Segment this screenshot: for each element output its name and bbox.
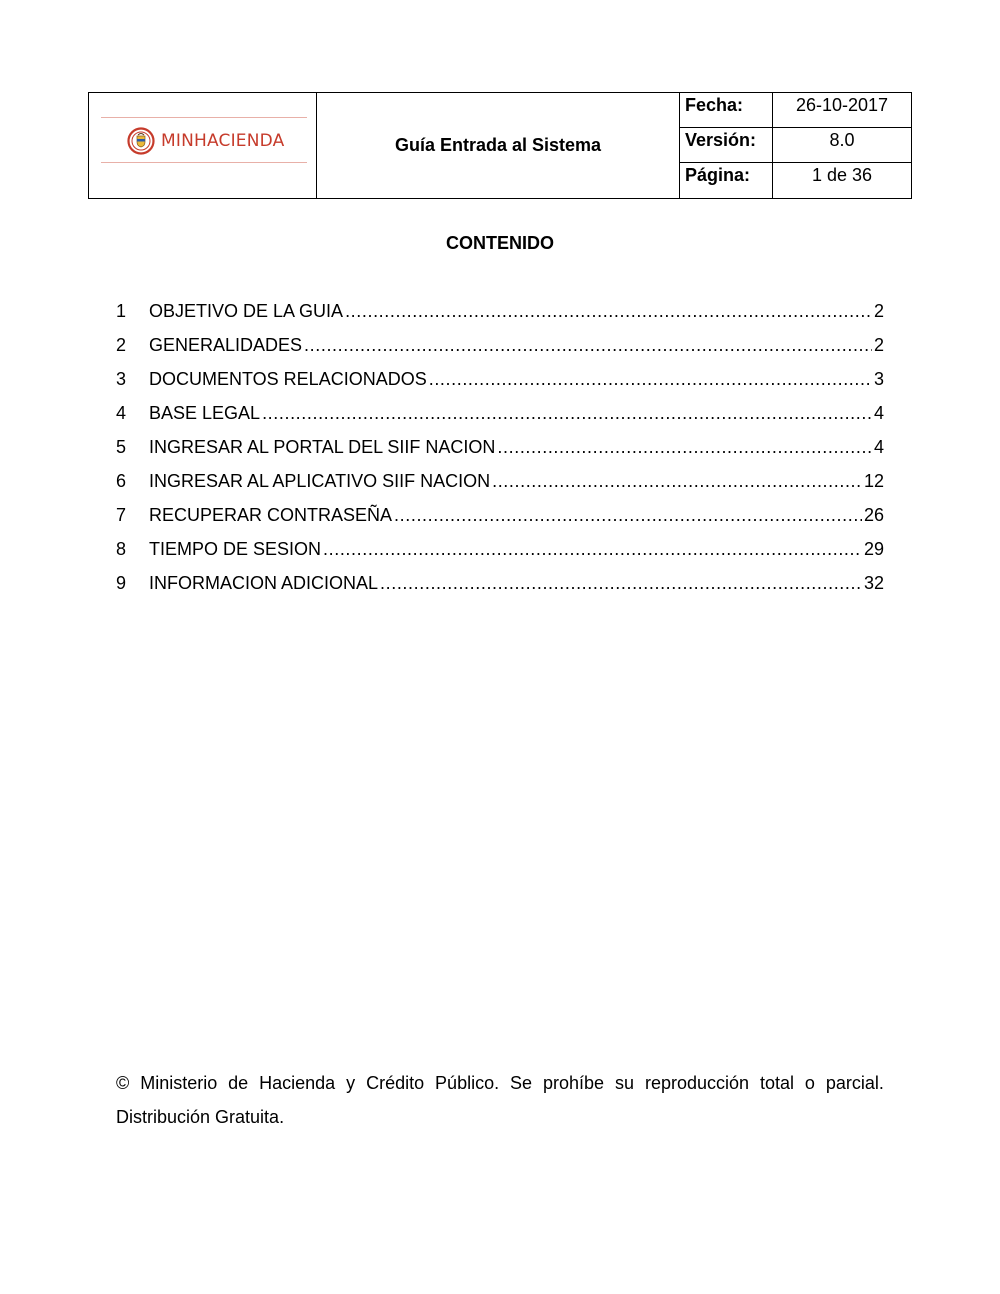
toc-entry[interactable] [116,572,884,606]
meta-value: 8.0 [829,130,855,150]
toc-page: 32 [863,573,884,593]
meta-value: 26-10-2017 [795,95,889,115]
toc-number: 7 [116,505,127,525]
copyright-word: © [116,1073,130,1093]
copyright-word: y [346,1073,356,1093]
meta-value: 1 de 36 [811,165,873,185]
toc-number: 4 [116,403,127,423]
meta-label: Fecha: [680,93,773,127]
toc-leader [429,368,872,390]
document-title: Guía Entrada al Sistema [317,93,680,198]
logo-cell [89,93,317,198]
toc-entry[interactable] [116,538,884,572]
toc-number: 2 [116,335,127,355]
copyright-word: prohíbe [543,1073,605,1093]
toc-page: 29 [863,539,884,559]
toc-page: 26 [863,505,884,525]
logo-wordmark: MINHACIENDA [161,131,285,151]
copyright-word: Se [510,1073,533,1093]
toc-number: 3 [116,369,127,389]
table-of-contents [116,300,884,606]
toc-label: INGRESAR AL PORTAL DEL SIIF NACION [149,437,496,457]
coat-of-arms-icon [127,127,155,155]
toc-label: INFORMACION ADICIONAL [149,573,379,593]
toc-leader [345,300,872,322]
toc-number: 9 [116,573,127,593]
meta-row-version [680,128,911,163]
toc-entry[interactable] [116,300,884,334]
toc-page: 4 [873,437,884,457]
toc-entry[interactable] [116,368,884,402]
toc-label: RECUPERAR CONTRASEÑA [149,505,393,525]
minhacienda-logo [127,127,284,155]
copyright-word: parcial. [825,1073,884,1093]
toc-leader [394,504,862,526]
copyright-word: o [804,1073,815,1093]
toc-entry[interactable] [116,504,884,538]
toc-leader [497,436,872,458]
meta-row-page [680,163,911,198]
toc-page: 4 [873,403,884,423]
document-meta [680,93,911,198]
toc-label: TIEMPO DE SESION [149,539,322,559]
copyright-line [116,1066,884,1100]
toc-number: 1 [116,301,127,321]
contents-heading: CONTENIDO [446,233,554,253]
toc-leader [492,470,862,492]
copyright-notice [116,1066,884,1134]
toc-entry[interactable] [116,402,884,436]
toc-entry[interactable] [116,436,884,470]
toc-entry[interactable] [116,334,884,368]
toc-page: 3 [873,369,884,389]
toc-page: 12 [863,471,884,491]
meta-label: Versión: [680,128,773,162]
toc-leader [380,572,862,594]
toc-number: 8 [116,539,127,559]
logo-divider-bottom [101,162,307,163]
toc-label: GENERALIDADES [149,335,303,355]
meta-row-date [680,93,911,128]
copyright-word: Ministerio [140,1073,218,1093]
toc-leader [262,402,872,424]
toc-label: BASE LEGAL [149,403,261,423]
copyright-word: Público. [435,1073,500,1093]
toc-leader [323,538,862,560]
copyright-word: Hacienda [259,1073,336,1093]
toc-leader [304,334,872,356]
toc-page: 2 [873,301,884,321]
meta-label: Página: [680,163,773,198]
logo-divider-top [101,117,307,118]
copyright-word: de [228,1073,249,1093]
copyright-word: Crédito [366,1073,425,1093]
toc-number: 5 [116,437,127,457]
toc-page: 2 [873,335,884,355]
copyright-word: su [615,1073,635,1093]
document-header [88,92,912,199]
distribution-line: Distribución Gratuita. [116,1107,285,1127]
copyright-word: reproducción [644,1073,750,1093]
toc-entry[interactable] [116,470,884,504]
toc-number: 6 [116,471,127,491]
toc-label: INGRESAR AL APLICATIVO SIIF NACION [149,471,491,491]
copyright-word: total [759,1073,794,1093]
toc-label: DOCUMENTOS RELACIONADOS [149,369,427,389]
toc-label: OBJETIVO DE LA GUIA [149,301,344,321]
